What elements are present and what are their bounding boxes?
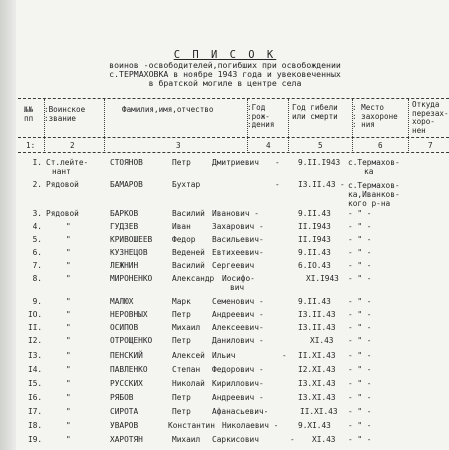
row-burial-place: - " - — [348, 323, 372, 332]
row-surname: ГУДЗЕВ — [110, 222, 139, 231]
row-surname: РЯБОВ — [110, 393, 134, 402]
row-birth-year: - — [290, 435, 295, 444]
row-patronymic: Алексеевич- — [212, 323, 264, 332]
row-surname: МАЛЮХ — [110, 297, 134, 306]
row-death-date: II.XI.43 — [300, 407, 338, 416]
row-death-date: XI.43 — [312, 435, 336, 444]
row-surname: КРИВОШЕЕВ — [110, 235, 153, 244]
row-burial-place: с.Термахов- — [348, 158, 400, 167]
row-surname: ОТРОЩЕНКО — [110, 336, 153, 345]
row-rank: " — [66, 274, 71, 283]
row-number: 4. — [32, 222, 42, 231]
row-number: 5. — [32, 235, 42, 244]
row-first-name: Михаил — [172, 323, 201, 332]
row-first-name: Петр — [172, 310, 191, 319]
row-patronymic: Дмитриевич — [212, 158, 259, 167]
row-number: 7. — [32, 261, 42, 270]
row-burial-place: - " - — [348, 310, 372, 319]
row-birth-year: - — [275, 158, 280, 167]
row-first-name: Александр — [172, 274, 215, 283]
row-first-name: Веденей — [172, 248, 205, 257]
subtitle-line-2: с.ТЕРМАХОВКА в ноябре 1943 года и увековеченных — [109, 69, 341, 79]
row-rank: Ст.лейте- — [46, 158, 89, 167]
row-patronymic-cont: вич — [230, 283, 245, 292]
row-rank: " — [66, 435, 71, 444]
row-death-date: I3.II.43 — [298, 310, 336, 319]
row-rank: " — [66, 351, 71, 360]
row-burial-place: - " - — [348, 435, 372, 444]
row-rank: " — [66, 222, 71, 231]
row-number: 6. — [32, 248, 42, 257]
colnum-4: 4 — [266, 141, 271, 150]
row-patronymic: Данилович - — [212, 336, 264, 345]
row-death-date: II.XI.43 — [298, 351, 336, 360]
row-number: 3. — [32, 209, 42, 218]
row-surname: КУЗНЕЦОВ — [110, 248, 148, 257]
row-patronymic: Андреевич - — [212, 310, 264, 319]
row-death-date: 6.IO.43 — [298, 261, 331, 270]
row-patronymic: Иосифо- — [222, 274, 255, 283]
row-first-name: Петр — [172, 393, 191, 402]
row-birth-year: - — [275, 180, 280, 189]
colnum-7: 7 — [428, 141, 433, 150]
row-surname: БАМАРОВ — [110, 180, 143, 189]
row-number: IO. — [28, 310, 43, 319]
row-number: I9. — [28, 435, 43, 444]
row-rank: Рядовой — [46, 180, 79, 189]
row-burial-place: - " - — [348, 274, 372, 283]
row-rank: " — [66, 248, 71, 257]
row-first-name: Константин — [168, 421, 215, 430]
row-surname: ЛЕЖНИН — [110, 261, 139, 270]
row-patronymic: Васильевич- — [212, 235, 264, 244]
row-birth-year: - — [282, 351, 287, 360]
row-first-name: Михаил — [172, 435, 201, 444]
table-top-rule — [18, 98, 449, 99]
row-rank: " — [66, 310, 71, 319]
header-from: Откуда перезах- хоро- нен — [412, 100, 449, 135]
row-death-date: 9.II.I943 — [298, 158, 341, 167]
row-number: 2. — [32, 180, 42, 189]
row-burial-place: - " - — [348, 336, 372, 345]
row-death-date: I3.XI.43 — [298, 379, 336, 388]
row-first-name: Василий — [172, 209, 205, 218]
colnum-3: 3 — [176, 141, 181, 150]
row-number: I. — [32, 158, 42, 167]
row-patronymic: Захарович - — [212, 222, 264, 231]
row-number: 8. — [32, 274, 42, 283]
row-death-date: 9.XI.43 — [298, 421, 331, 430]
row-burial-place: - " - — [348, 351, 372, 360]
row-surname: РУССКИХ — [110, 379, 143, 388]
row-death-date: 9.II.43 — [298, 209, 331, 218]
row-first-name: Степан — [172, 365, 201, 374]
row-surname: СИРОТА — [110, 407, 139, 416]
row-burial-place: - — [340, 180, 345, 189]
row-surname: БАРКОВ — [110, 209, 139, 218]
row-rank-cont: нант — [52, 167, 71, 176]
row-burial-place: - " - — [348, 407, 372, 416]
row-rank: " — [66, 336, 71, 345]
row-death-date: I2.XI.43 — [298, 365, 336, 374]
row-surname: ПАВЛЕНКО — [110, 365, 148, 374]
row-first-name: Марк — [172, 297, 191, 306]
row-patronymic: Николаевич - — [222, 421, 279, 430]
row-surname: ХАРОТЯН — [110, 435, 143, 444]
header-bottom-rule — [18, 137, 449, 138]
row-death-date: I3.II.43 — [298, 323, 336, 332]
row-first-name: Иван — [172, 222, 191, 231]
row-first-name: Бухтар — [172, 180, 201, 189]
row-burial-place: - " - — [348, 365, 372, 374]
row-from-place: с.Термахов- — [348, 181, 400, 190]
colnum-2: 2 — [70, 141, 75, 150]
row-rank: " — [66, 407, 71, 416]
subtitle-line-1: воинов -освободителей,погибших при освобождении — [109, 60, 341, 70]
row-number: I5. — [28, 379, 43, 388]
row-surname: УВАРОВ — [110, 421, 139, 430]
row-patronymic: Иванович - — [212, 209, 259, 218]
row-number: I2. — [28, 336, 43, 345]
header-burial: : Место : захороне : ния — [352, 103, 398, 130]
row-surname: НЕРОВНЫХ — [110, 310, 148, 319]
row-number: I4. — [28, 365, 43, 374]
colnum-6: 6 — [378, 141, 383, 150]
row-burial-place-cont: ка — [364, 167, 374, 176]
row-rank: " — [66, 235, 71, 244]
row-rank: " — [66, 297, 71, 306]
row-rank: Рядовой — [46, 209, 79, 218]
header-name: Фамилия,имя,отчество — [122, 105, 214, 114]
row-patronymic: Кириллович- — [212, 379, 264, 388]
header-rank: :Воинское :звание — [44, 105, 86, 123]
row-first-name: Василий — [172, 261, 205, 270]
row-patronymic: Андреевич - — [212, 393, 264, 402]
col-divider — [104, 99, 105, 151]
row-surname: ПЕНСКИЙ — [110, 351, 143, 360]
row-number: 9. — [32, 297, 42, 306]
row-rank: " — [66, 379, 71, 388]
row-rank: " — [66, 421, 71, 430]
row-from-place-cont: кого р-на — [348, 199, 391, 208]
row-rank: " — [66, 323, 71, 332]
row-death-date: XI.I943 — [306, 274, 339, 283]
row-death-date: II.I943 — [298, 222, 331, 231]
row-death-date: I3.II.43 — [298, 180, 336, 189]
row-number: I7. — [28, 407, 43, 416]
colnum-1: 1: — [26, 141, 36, 150]
row-rank: " — [66, 365, 71, 374]
colnum-5: 5 — [318, 141, 323, 150]
row-rank: " — [66, 261, 71, 270]
row-rank: " — [66, 393, 71, 402]
row-death-date: 9.II.43 — [298, 248, 331, 257]
row-first-name: Николай — [172, 379, 205, 388]
subtitle-line-3: в братской могиле в центре села — [148, 78, 302, 88]
row-number: I8. — [28, 421, 43, 430]
row-death-date: 9.II.43 — [298, 297, 331, 306]
row-patronymic: Федорович - — [212, 365, 264, 374]
row-death-date: I3.XI.43 — [298, 393, 336, 402]
row-first-name: Федор — [172, 235, 196, 244]
row-burial-place: - " - — [348, 235, 372, 244]
row-first-name: Петр — [172, 336, 191, 345]
row-patronymic: Саркисович — [212, 435, 259, 444]
row-burial-place: - " - — [348, 209, 372, 218]
header-death: Год гибели или смерти — [292, 103, 338, 121]
row-number: II. — [28, 323, 43, 332]
row-number: I3. — [28, 351, 43, 360]
row-from-place-cont: ка,Иванков- — [348, 190, 400, 199]
row-burial-place: - " - — [348, 421, 372, 430]
colnum-bottom-rule — [18, 152, 449, 153]
row-surname: ОСИПОВ — [110, 323, 139, 332]
row-patronymic: Ильич — [212, 351, 236, 360]
row-burial-place: - " - — [348, 393, 372, 402]
row-surname: СТОЯНОВ — [110, 158, 143, 167]
row-number: I6. — [28, 393, 43, 402]
col-divider — [408, 99, 409, 151]
row-burial-place: - " - — [348, 222, 372, 231]
row-patronymic: Сергеевич — [212, 261, 255, 270]
row-death-date: II.I943 — [298, 235, 331, 244]
row-burial-place: - " - — [348, 297, 372, 306]
header-birth: :Год :рож- :дения — [247, 103, 275, 130]
row-first-name: Петр — [172, 407, 191, 416]
row-burial-place: - " - — [348, 261, 372, 270]
row-first-name: Алексей — [172, 351, 205, 360]
col-divider — [288, 99, 289, 151]
header-num: №№ пп — [24, 105, 34, 123]
row-patronymic: Афанасьевич- — [212, 407, 269, 416]
row-patronymic: Семенович - — [212, 297, 264, 306]
document-title: С П И С О К — [173, 49, 277, 61]
row-patronymic: Евтихеевич- — [212, 248, 264, 257]
row-burial-place: - " - — [348, 379, 372, 388]
row-burial-place: - " - — [348, 248, 372, 257]
page-left-margin — [0, 0, 16, 450]
row-first-name: Петр — [172, 158, 191, 167]
row-surname: МИРОНЕНКО — [110, 274, 153, 283]
row-death-date: XI.43 — [310, 336, 334, 345]
